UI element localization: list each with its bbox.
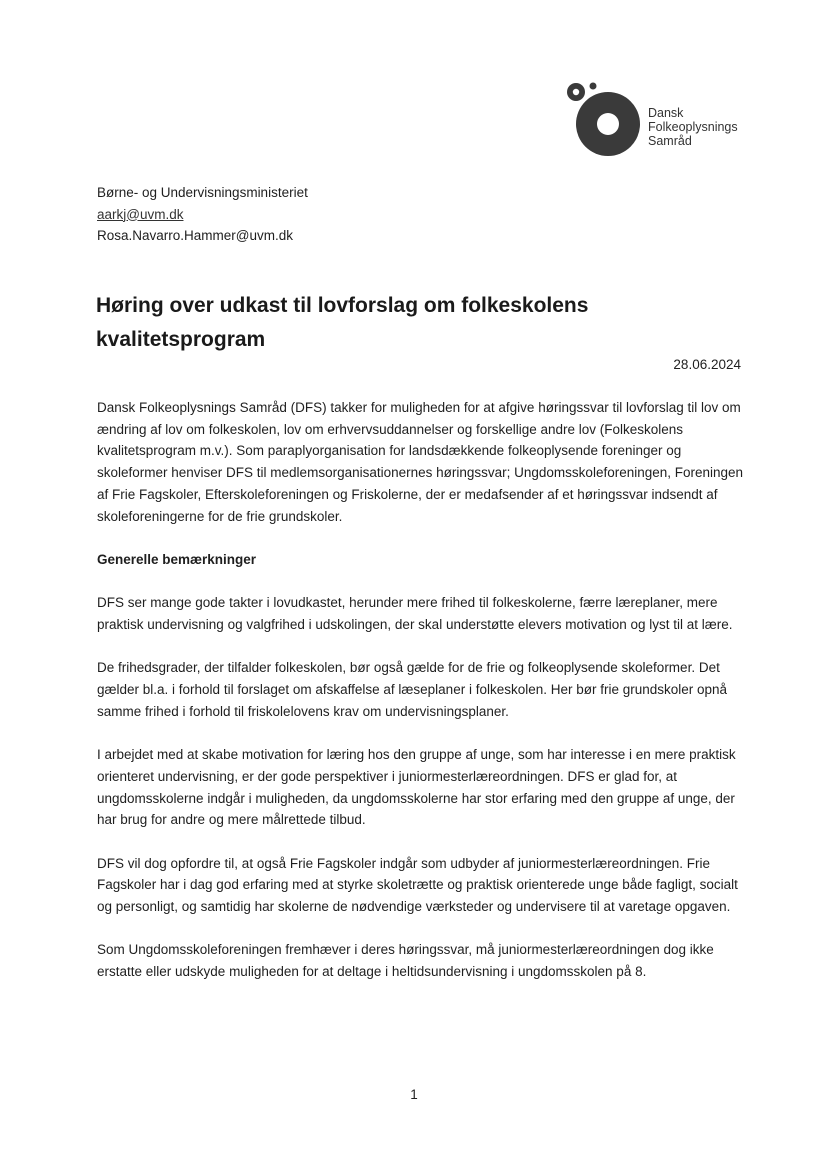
recipient-org: Børne- og Undervisningsministeriet xyxy=(97,185,308,200)
document-body xyxy=(97,397,747,1005)
document-date: 28.06.2024 xyxy=(673,357,741,372)
page-number: 1 xyxy=(410,1087,418,1102)
logo-line-2: Folkeoplysnings xyxy=(648,120,738,134)
paragraph-2: De frihedsgrader, der tilfalder folkeskolen, bør også gælde for de frie og folkeoplysende skoleformer. Det gælder bl.a. i forhold til forslaget om afskaffelse af læseplaner i folkeskolen. Her bør frie grundskoler opnå samme frihed i forhold til friskolelovens krav om undervisningsplaner. xyxy=(97,660,728,719)
logo-wordmark xyxy=(648,106,738,148)
recipient-block xyxy=(97,182,308,247)
section-heading: Generelle bemærkninger xyxy=(97,551,257,567)
paragraph-5: Som Ungdomsskoleforeningen fremhæver i deres høringssvar, må juniormesterlæreordningen dog ikke erstatte eller udskyde muligheden for at deltage i heltidsundervisning i ungdomsskolen på 8. xyxy=(97,942,714,980)
logo-line-1: Dansk xyxy=(648,106,684,120)
paragraph-1: DFS ser mange gode takter i lovudkastet, herunder mere frihed til folkeskolerne, færre læreplaner, mere praktisk undervisning og valgfrihed i udskolingen, der skal understøtte elevers motivation og lyst til at lære. xyxy=(97,595,733,632)
intro-paragraph: Dansk Folkeoplysnings Samråd (DFS) takker for muligheden for at afgive høringssvar til lovforslag til lov om ændring af lov om folkeskolen, lov om erhvervsuddannelser og forskellige andre lov (Folkeskolens kvalitetsprogram m.v.). Som paraplyorganisation for landsdækkende folkeoplysende foreninger og skoleformer henviser DFS til medlemsorganisationernes høringssvar; Ungdomsskoleforeningen, Foreningen af Frie Fagskoler, Efterskoleforeningen og Friskolerne, der er medafsender af et høringssvar indsendt af skoleforeningerne for de frie grundskoler. xyxy=(97,400,744,524)
paragraph-4: DFS vil dog opfordre til, at også Frie Fagskoler indgår som udbyder af juniormesterlæreordningen. Frie Fagskoler har i dag god erfaring med at styrke skoletrætte og praktisk orienterede unge både fagligt, socialt og personligt, og samtidig har skolerne de nødvendige værksteder og undervisere til at varetage opgaven. xyxy=(97,855,738,915)
paragraph-3: I arbejdet med at skabe motivation for læring hos den gruppe af unge, som har interesse i en mere praktisk orienteret undervisning, er der gode perspektiver i juniormesterlæreordningen. DFS er glad for, at ungdomsskolerne indgår i muligheden, da ungdomsskolerne har stor erfaring med den gruppe af unge, der har brug for andre og mere målrettede tilbud. xyxy=(97,747,736,828)
logo-line-3: Samråd xyxy=(648,134,692,148)
document-title: Høring over udkast til lovforslag om folkeskolens kvalitetsprogram xyxy=(96,294,589,351)
recipient-email: Rosa.Navarro.Hammer@uvm.dk xyxy=(97,228,294,243)
email-link[interactable]: aarkj@uvm.dk xyxy=(97,206,184,222)
